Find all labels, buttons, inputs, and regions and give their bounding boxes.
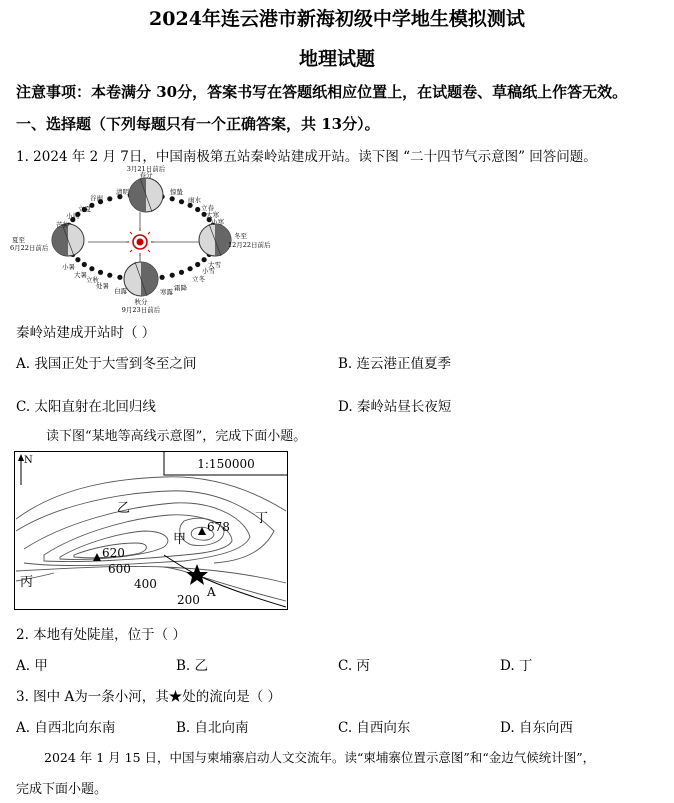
orbit-dot (82, 262, 87, 267)
intro-cambodia-line1: 2024 年 1 月 15 日，中国与柬埔寨启动人文交流年。读“柬埔寨位置示意图”和“金边气候统计图”， (44, 750, 596, 765)
earth-autumn-equinox-icon (124, 262, 158, 296)
q2-option-b[interactable]: B. 乙 (176, 658, 209, 674)
scale-label: 1:150000 (197, 457, 255, 471)
q3-option-b[interactable]: B. 自北向南 (176, 720, 249, 736)
label-bottom-term: 秋分 (134, 298, 148, 306)
svg-text:N: N (24, 455, 33, 466)
contour-600-label: 600 (108, 562, 131, 576)
orbit-dot (179, 270, 184, 275)
term-label: 小雪 (202, 267, 215, 275)
label-right-term: 冬至 (234, 232, 247, 240)
term-label: 立春 (201, 204, 214, 212)
place-ding: 丁 (255, 511, 269, 526)
intro-cambodia-line2: 完成下面小题。 (16, 782, 108, 797)
term-label: 立冬 (192, 275, 205, 283)
sun-icon (126, 228, 154, 256)
q1-option-c[interactable]: C. 太阳直射在北回归线 (16, 399, 156, 415)
orbit-dot (179, 199, 184, 204)
peak-620-label: 620 (102, 546, 125, 560)
orbit-dot (170, 273, 175, 278)
orbit-dot (195, 207, 200, 212)
label-left-term: 夏至 (12, 236, 25, 244)
orbit-dot (107, 273, 112, 278)
question-1-prompt: 秦岭站建成开站时（ ） (16, 325, 156, 341)
term-label: 惊蛰 (170, 188, 183, 196)
orbit-dot (202, 257, 207, 262)
solar-terms-figure (10, 165, 271, 314)
term-label: 立秋 (86, 276, 99, 284)
orbit-dot (75, 257, 80, 262)
term-label: 大雪 (208, 261, 221, 269)
term-label: 白露 (114, 287, 127, 295)
term-label: 小满 (66, 212, 79, 220)
intro-contour: 读下图“某地等高线示意图”，完成下面小题。 (46, 429, 307, 444)
term-label: 小寒 (211, 218, 224, 226)
term-label: 霜降 (174, 284, 187, 292)
page-title: 2024年连云港市新海初级中学地生模拟测试 (149, 8, 525, 30)
term-label: 大暑 (74, 271, 87, 279)
term-label: 大寒 (206, 211, 219, 219)
place-jia: 甲 (173, 532, 187, 547)
term-label: 寒露 (160, 288, 173, 296)
place-bing: 丙 (20, 575, 34, 590)
notice: 注意事项：本卷满分 30分，答案书写在答题纸相应位置上，在试题卷、草稿纸上作答无效。 (16, 83, 628, 101)
point-a-label: A (207, 585, 216, 599)
q2-option-c[interactable]: C. 丙 (338, 658, 370, 674)
q2-option-a[interactable]: A. 甲 (16, 658, 48, 674)
orbit-dot (188, 266, 193, 271)
q2-option-d[interactable]: D. 丁 (500, 658, 533, 674)
term-label: 小暑 (62, 263, 75, 271)
question-3-stem: 3. 图中 A为一条小河，其★处的流向是（ ） (16, 689, 282, 705)
q3-option-a[interactable]: A. 自西北向东南 (16, 720, 116, 736)
term-label: 清明 (116, 188, 129, 196)
orbit-dot (117, 275, 122, 280)
orbit-dot (160, 275, 165, 280)
orbit-dot (170, 196, 175, 201)
earth-spring-equinox-icon (129, 178, 163, 212)
question-2-stem: 2. 本地有处陡崖，位于（ ） (16, 627, 186, 643)
contour-400-label: 400 (134, 577, 157, 591)
peak-678-label: 678 (207, 520, 230, 534)
earth-winter-solstice-icon (199, 224, 231, 256)
q1-option-a[interactable]: A. 我国正处于大雪到冬至之间 (16, 356, 197, 372)
term-label: 立夏 (78, 205, 91, 213)
label-bottom-date: 9月23日前后 (121, 306, 161, 314)
label-left-date: 6月22日前后 (10, 244, 49, 252)
q1-option-d[interactable]: D. 秦岭站昼长夜短 (338, 399, 452, 415)
q1-option-b[interactable]: B. 连云港正值夏季 (338, 356, 452, 372)
orbit-dot (98, 270, 103, 275)
question-1-stem: 1. 2024 年 2 月 7日，中国南极第五站秦岭站建成开站。读下图 “二十四节气示意图” 回答问题。 (16, 149, 597, 165)
label-top-term: 春分 (139, 171, 153, 179)
orbit-dot (107, 196, 112, 201)
term-label: 处暑 (96, 282, 109, 290)
term-label: 谷雨 (90, 194, 103, 202)
term-label: 雨水 (188, 196, 201, 204)
q3-option-d[interactable]: D. 自东向西 (500, 720, 573, 736)
orbit-dot (89, 266, 94, 271)
q3-option-c[interactable]: C. 自西向东 (338, 720, 411, 736)
page-subtitle: 地理试题 (298, 48, 375, 70)
label-top-date: 3月21日前后 (126, 165, 166, 173)
contour-200-label: 200 (177, 593, 200, 607)
orbit-dot (195, 262, 200, 267)
label-right-date: 12月22日前后 (228, 241, 271, 249)
section-heading: 一、选择题（下列每题只有一个正确答案，共 13分）。 (16, 115, 380, 133)
term-label: 芒种 (56, 221, 69, 229)
place-yi: 乙 (117, 501, 131, 516)
contour-map (14, 451, 288, 611)
